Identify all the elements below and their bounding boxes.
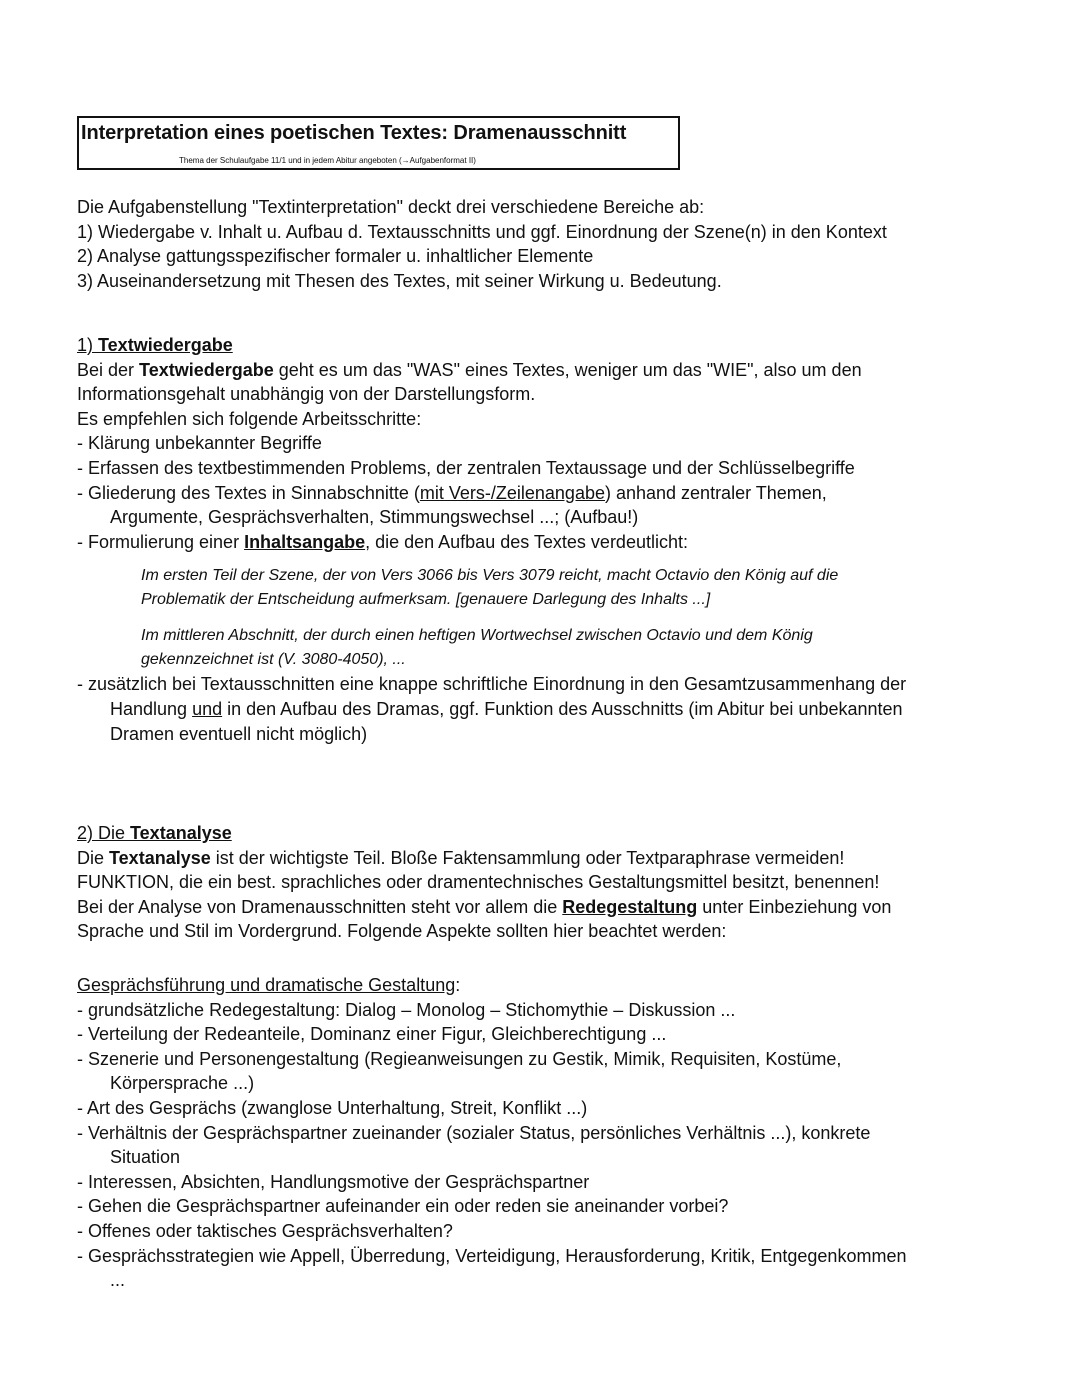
section-heading: [77, 333, 1007, 358]
list-item: - Szenerie und Personengestaltung (Regieanweisungen zu Gestik, Mimik, Requisiten, Kostüme,: [77, 1048, 842, 1069]
underlined-term: und: [192, 698, 223, 719]
paragraph-line: FUNKTION, die ein best. sprachliches oder dramentechnisches Gestaltungsmittel besitzt, benennen!: [77, 872, 880, 893]
example-line: Im ersten Teil der Szene, der von Vers 3066 bis Vers 3079 reicht, macht Octavio den König auf die: [141, 567, 839, 585]
list-item: - zusätzlich bei Textausschnitten eine knappe schriftliche Einordnung in den Gesamtzusammenhang der: [77, 674, 907, 695]
paragraph-line: Es empfehlen sich folgende Arbeitsschritte:: [77, 408, 422, 429]
list-item: [77, 530, 1007, 555]
subsection-heading: [77, 973, 1007, 998]
example-line: Problematik der Entscheidung aufmerksam. [genauere Darlegung des Inhalts ...]: [141, 591, 711, 609]
subsection-title: Gesprächsführung und dramatische Gestaltung: [77, 974, 456, 995]
list-item: - grundsätzliche Redegestaltung: Dialog – Monolog – Stichomythie – Diskussion ...: [77, 999, 736, 1020]
text-run: - Gliederung des Textes in Sinnabschnitte (: [77, 482, 420, 503]
bold-underlined-term: Redegestaltung: [562, 896, 698, 917]
text-run: :: [455, 974, 461, 995]
text-run: ) anhand zentraler Themen,: [604, 482, 827, 503]
example-line: gekennzeichnet ist (V. 3080-4050), ...: [141, 651, 406, 669]
paragraph-line: [77, 358, 1007, 383]
list-item: - Interessen, Absichten, Handlungsmotive der Gesprächspartner: [77, 1171, 590, 1192]
bold-term: Textanalyse: [109, 847, 211, 868]
example-line: Im mittleren Abschnitt, der durch einen heftigen Wortwechsel zwischen Octavio und dem König: [141, 627, 813, 645]
paragraph-line: [77, 895, 1007, 920]
heading-number: 2) Die: [77, 823, 131, 843]
heading-word: Textwiedergabe: [98, 335, 233, 355]
text-run: Bei der: [77, 359, 140, 380]
page-subtitle: Thema der Schulaufgabe 11/1 und in jedem Abitur angeboten (→Aufgabenformat II): [179, 156, 476, 165]
list-item: - Gehen die Gesprächspartner aufeinander ein oder reden sie aneinander vorbei?: [77, 1196, 729, 1217]
paragraph-line: Informationsgehalt unabhängig von der Darstellungsform.: [77, 384, 536, 405]
intro-line: 3) Auseinandersetzung mit Thesen des Textes, mit seiner Wirkung u. Bedeutung.: [77, 270, 722, 291]
heading-word: Textanalyse: [130, 823, 232, 843]
text-run: ist der wichtigste Teil. Bloße Faktensammlung oder Textparaphrase vermeiden!: [210, 847, 845, 868]
paragraph-line: Sprache und Stil im Vordergrund. Folgende Aspekte sollten hier beachtet werden:: [77, 921, 727, 942]
intro-section: [77, 195, 1007, 293]
list-item-continuation: Körpersprache ...): [110, 1073, 255, 1094]
intro-line: Die Aufgabenstellung "Textinterpretation" deckt drei verschiedene Bereiche ab:: [77, 197, 705, 217]
text-run: , die den Aufbau des Textes verdeutlicht:: [365, 531, 688, 552]
list-item-continuation: Situation: [110, 1147, 181, 1168]
page-title: Interpretation eines poetischen Textes: Dramenausschnitt: [81, 122, 627, 144]
section-heading: [77, 821, 1007, 846]
list-item-continuation: [77, 697, 1007, 722]
list-item-continuation: Dramen eventuell nicht möglich): [110, 723, 368, 744]
intro-line: 2) Analyse gattungsspezifischer formaler u. inhaltlicher Elemente: [77, 246, 594, 267]
list-item: - Verhältnis der Gesprächspartner zueinander (sozialer Status, persönliches Verhältnis ...), konkrete: [77, 1122, 871, 1143]
underlined-term: mit Vers-/Zeilenangabe: [419, 482, 605, 503]
text-run: geht es um das "WAS" eines Textes, weniger um das "WIE", also um den: [273, 359, 862, 380]
text-run: Die: [77, 847, 110, 868]
list-item-continuation: Argumente, Gesprächsverhalten, Stimmungswechsel ...; (Aufbau!): [110, 507, 639, 528]
list-item-continuation: ...: [110, 1270, 126, 1291]
heading-number: 1): [77, 335, 99, 355]
list-item: - Art des Gesprächs (zwanglose Unterhaltung, Streit, Konflikt ...): [77, 1097, 588, 1118]
paragraph-line: [77, 846, 1007, 871]
intro-line: 1) Wiedergabe v. Inhalt u. Aufbau d. Textausschnitts und ggf. Einordnung der Szene(n) in den Kontext: [77, 221, 887, 242]
list-item: - Gesprächsstrategien wie Appell, Überredung, Verteidigung, Herausforderung, Kritik, Entgegenkommen: [77, 1245, 907, 1266]
text-run: Handlung: [110, 698, 193, 719]
text-run: - Formulierung einer: [77, 531, 245, 552]
title-box: [77, 116, 680, 170]
bold-underlined-term: Inhaltsangabe: [244, 531, 366, 552]
list-item: - Verteilung der Redeanteile, Dominanz einer Figur, Gleichberechtigung ...: [77, 1024, 667, 1045]
text-run: in den Aufbau des Dramas, ggf. Funktion des Ausschnitts (im Abitur bei unbekannten: [222, 698, 903, 719]
text-run: unter Einbeziehung von: [697, 896, 892, 917]
list-item: [77, 481, 1007, 506]
section-textanalyse: [77, 821, 1007, 1293]
list-item: - Klärung unbekannter Begriffe: [77, 433, 322, 454]
list-item: - Erfassen des textbestimmenden Problems, der zentralen Textaussage und der Schlüsselbegriffe: [77, 457, 855, 478]
bold-term: Textwiedergabe: [139, 359, 274, 380]
text-run: Bei der Analyse von Dramenausschnitten steht vor allem die: [77, 896, 563, 917]
list-item: - Offenes oder taktisches Gesprächsverhalten?: [77, 1220, 453, 1241]
section-textwiedergabe: [77, 333, 1007, 746]
